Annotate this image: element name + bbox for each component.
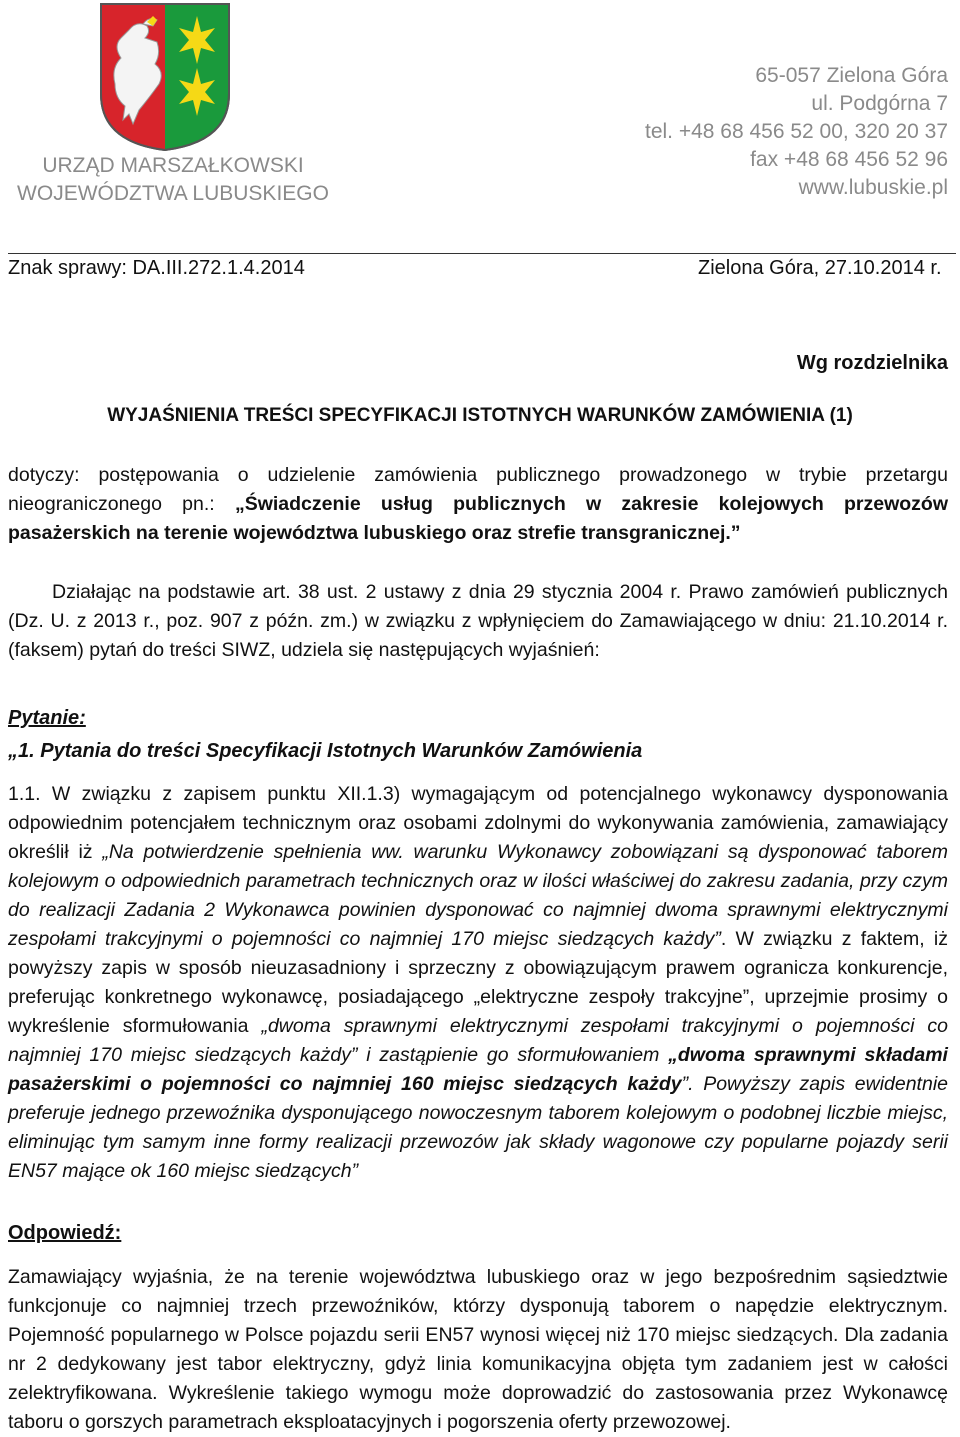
- answer-heading: Odpowiedź:: [8, 1222, 122, 1244]
- question-text-1: 1.1. W związku z zapisem punktu XII.1.3) wymagającym od potencjalnego wykonawcy dysponowania odpowiednim potencjałem technicznym oraz osobami zdolnymi do wykonywania zamówienia, zamawiający określił iż: [8, 783, 948, 863]
- question-text-3: ”. Powyższy zapis ewidentnie preferuje jednego przewoźnika dysponującego nowoczesnym taborem kolejowym o podobnej liczbie miejsc, eliminując tym samym inne formy realizacji przewozów jak składy wagonowe czy popularne pojazdy serii EN57 mające ok 160 miejsc siedzących”: [8, 1073, 948, 1182]
- place-date: Zielona Góra, 27.10.2014 r.: [698, 257, 942, 279]
- answer-paragraph: Zamawiający wyjaśnia, że na terenie województwa lubuskiego oraz w jego bezpośrednim sąsiedztwie funkcjonuje co najmniej trzech przewoźników, którzy dysponują taborem o napędzie elektrycznym. Pojemność popularnego w Polsce pojazdu serii EN57 wynosi więcej niż 170 miejsc siedzących. Dla zadania nr 2 dedykowany jest tabor elektryczny, gdyż linia komunikacyjna objęta tym zadaniem jest w całości zelektryfikowana. Wykreślenie takiego wymogu może doprowadzić do zastosowania przez Wykonawcę taboru o gorszych parametrach eksploatacyjnych i pogorszenia oferty przewozowej.: [8, 1266, 948, 1433]
- coat-of-arms-icon: [99, 2, 231, 152]
- contact-street: ul. Podgórna 7: [811, 92, 948, 115]
- document-title: WYJAŚNIENIA TREŚCI SPECYFIKACJI ISTOTNYCH WARUNKÓW ZAMÓWIENIA (1): [107, 405, 853, 426]
- recipient: Wg rozdzielnika: [796, 352, 948, 374]
- contact-web[interactable]: www.lubuskie.pl: [798, 176, 948, 199]
- office-name: [8, 152, 338, 208]
- question-text-2: . W związku z faktem, iż powyższy zapis w sposób nieuzasadniony i sprzeczny z obowiązującym prawem ogranicza konkurencje, preferując konkretnego wykonawcę, posiadającego „elektryczne zespoły trakcyjne”, uprzejmie prosimy o wykreślenie sformułowania: [8, 928, 948, 1037]
- intro-paragraph: Działając na podstawie art. 38 ust. 2 ustawy z dnia 29 stycznia 2004 r. Prawo zamówień publicznych (Dz. U. z 2013 r., poz. 907 z późn. zm.) w związku z wpłynięciem do Zamawiającego w dniu: 21.10.2014 r. (faksem) pytań do treści SIWZ, udziela się następujących wyjaśnień:: [8, 581, 948, 661]
- concerns-paragraph: [8, 461, 948, 548]
- question-title: „1. Pytania do treści Specyfikacji Istotnych Warunków Zamówienia: [8, 740, 643, 762]
- contact-tel: tel. +48 68 456 52 00, 320 20 37: [644, 120, 948, 143]
- reference-line: [8, 253, 956, 284]
- question-paragraph: [8, 780, 948, 1186]
- case-reference: Znak sprawy: DA.III.272.1.4.2014: [8, 257, 305, 279]
- concerns-prefix: dotyczy: postępowania o udzielenie zamówienia publicznego prowadzonego w trybie przetargu nieograniczonego pn.:: [8, 464, 948, 515]
- contact-block: [528, 62, 948, 202]
- office-name-line2: WOJEWÓDZTWA LUBUSKIEGO: [17, 182, 329, 205]
- question-heading: Pytanie:: [8, 707, 86, 729]
- procurement-subject: „Świadczenie usług publicznych w zakresie kolejowych przewozów pasażerskich na terenie województwa lubuskiego oraz strefie transgranicznej.”: [8, 493, 948, 544]
- question-quote-1: „Na potwierdzenie spełnienia ww. warunku Wykonawcy zobowiązani są dysponować taborem kolejowym o odpowiednich parametrach technicznych oraz w ilości właściwej do zakresu zadania, przy czym do realizacji Zadania 2 Wykonawca powinien dysponować co najmniej dwoma sprawnymi elektrycznymi zespołami trakcyjnymi o pojemności co najmniej 170 miejsc siedzących każdy”: [8, 841, 948, 950]
- office-name-line1: URZĄD MARSZAŁKOWSKI: [42, 154, 304, 177]
- contact-fax: fax +48 68 456 52 96: [750, 148, 948, 171]
- letterhead: [0, 0, 960, 250]
- question-quote-2: „dwoma sprawnymi elektrycznymi zespołami trakcyjnymi o pojemności co najmniej 170 miejsc siedzących każdy” i zastąpienie go sformułowaniem: [8, 1015, 948, 1066]
- contact-address: 65-057 Zielona Góra: [755, 64, 948, 87]
- question-quote-3: „dwoma sprawnymi składami pasażerskimi o pojemności co najmniej 160 miejsc siedzących każdy: [8, 1044, 948, 1095]
